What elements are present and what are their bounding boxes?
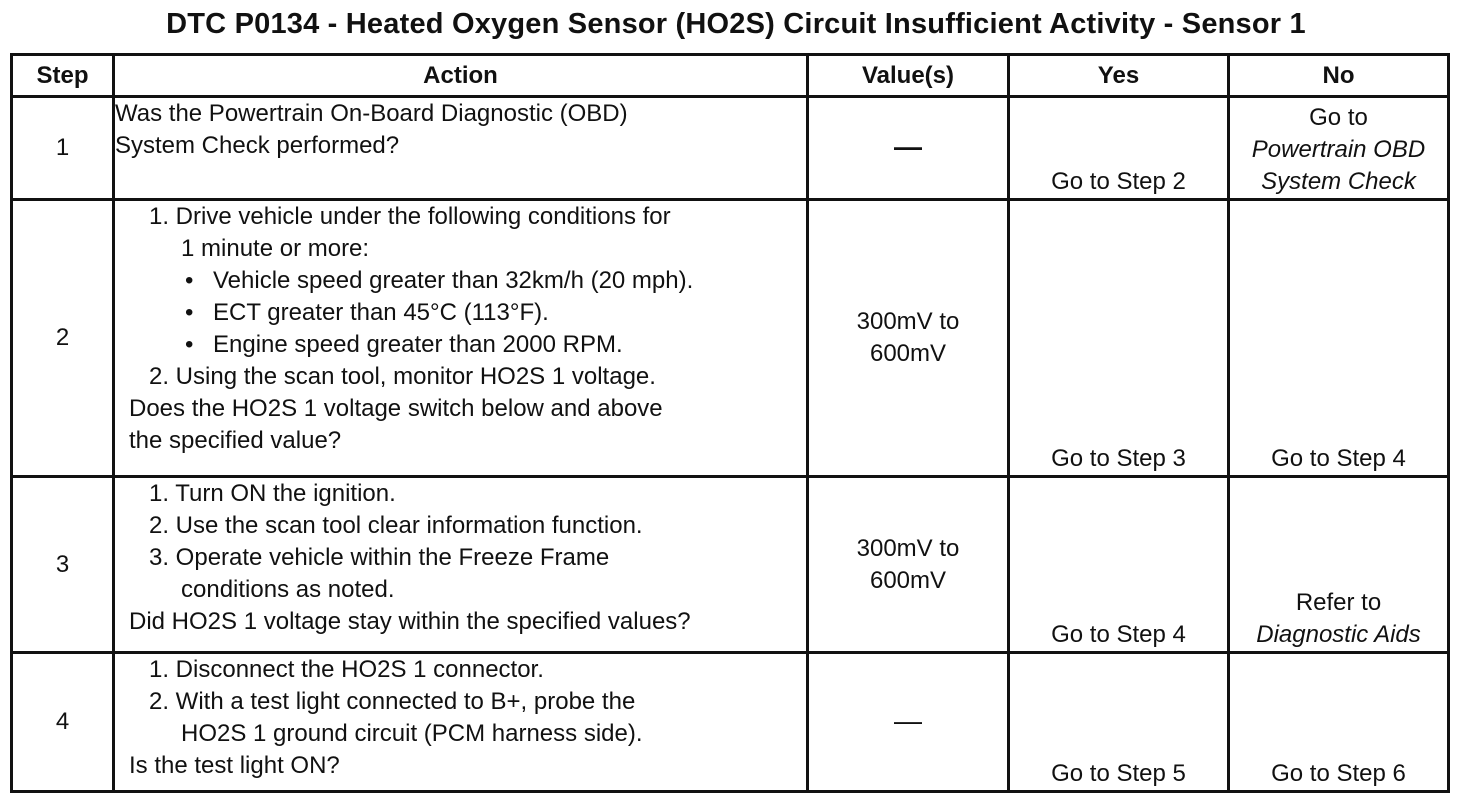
- step-number: 3: [12, 477, 114, 653]
- action-line: Was the Powertrain On-Board Diagnostic (OBD): [115, 100, 628, 127]
- action-line: System Check performed?: [115, 132, 400, 159]
- no-action-link: Powertrain OBD: [1251, 136, 1426, 163]
- no-cell: [1229, 653, 1449, 792]
- action-question: Did HO2S 1 voltage stay within the specified values?: [129, 608, 691, 635]
- bullet-icon: •: [185, 299, 194, 326]
- bullet-item: • Engine speed greater than 2000 RPM.: [129, 329, 806, 361]
- action-step: 1. Drive vehicle under the following conditions for: [149, 203, 671, 230]
- action-cell: [114, 653, 808, 792]
- yes-cell: [1009, 477, 1229, 653]
- no-action-line: Go to: [1309, 104, 1368, 131]
- yes-cell: [1009, 97, 1229, 200]
- step-number: 4: [12, 653, 114, 792]
- bullet-icon: •: [185, 267, 194, 294]
- action-step: 2. Using the scan tool, monitor HO2S 1 voltage.: [149, 363, 656, 390]
- table-header-row: [12, 55, 1449, 97]
- value-cell: [808, 477, 1009, 653]
- action-cell: [114, 200, 808, 477]
- no-action-link: System Check: [1261, 168, 1416, 195]
- action-step: 3. Operate vehicle within the Freeze Frame: [149, 544, 610, 571]
- action-step-cont: HO2S 1 ground circuit (PCM harness side).: [181, 720, 643, 747]
- no-action-link: Diagnostic Aids: [1256, 621, 1421, 648]
- no-cell: [1229, 97, 1449, 200]
- table-row: [12, 477, 1449, 653]
- no-cell: [1229, 477, 1449, 653]
- header-step: Step: [12, 55, 114, 97]
- action-step-cont: conditions as noted.: [181, 576, 395, 603]
- step-number: 2: [12, 200, 114, 477]
- table-row: [12, 200, 1449, 477]
- yes-cell: [1009, 653, 1229, 792]
- header-no: No: [1229, 55, 1449, 97]
- value-dash: —: [894, 705, 922, 736]
- table-row: [12, 653, 1449, 792]
- yes-action: Go to Step 3: [1051, 445, 1186, 472]
- action-step-cont: 1 minute or more:: [181, 235, 370, 262]
- action-step: 2. Use the scan tool clear information function.: [149, 512, 643, 539]
- value-text: 300mV to: [856, 308, 960, 335]
- action-cell: [114, 477, 808, 653]
- action-question: Is the test light ON?: [129, 752, 340, 779]
- yes-cell: [1009, 200, 1229, 477]
- action-cell: [114, 97, 808, 200]
- value-text: 300mV to: [856, 534, 960, 562]
- header-yes: Yes: [1009, 55, 1229, 97]
- no-action: Go to Step 4: [1271, 445, 1406, 472]
- action-step: 2. With a test light connected to B+, probe the: [149, 688, 636, 715]
- value-cell: [808, 200, 1009, 477]
- yes-action: Go to Step 5: [1051, 760, 1186, 787]
- no-cell: [1229, 200, 1449, 477]
- no-action-line: Refer to: [1295, 589, 1382, 616]
- step-number: 1: [12, 97, 114, 200]
- action-step: 1. Disconnect the HO2S 1 connector.: [149, 656, 544, 683]
- header-action: Action: [114, 55, 808, 97]
- action-question: the specified value?: [129, 427, 342, 454]
- header-values: Value(s): [808, 55, 1009, 97]
- value-cell: [808, 653, 1009, 792]
- value-text: 600mV: [869, 340, 947, 367]
- table-row: [12, 97, 1449, 200]
- bullet-item: • ECT greater than 45°C (113°F).: [129, 297, 806, 329]
- yes-action: Go to Step 2: [1051, 168, 1186, 195]
- value-dash: —: [894, 131, 922, 162]
- no-action: Go to Step 6: [1271, 760, 1406, 787]
- bullet-item: • Vehicle speed greater than 32km/h (20 mph).: [129, 265, 806, 297]
- action-step: 1. Turn ON the ignition.: [149, 480, 396, 507]
- action-question: Does the HO2S 1 voltage switch below and above: [129, 395, 663, 422]
- bullet-icon: •: [185, 331, 194, 358]
- page-title: DTC P0134 - Heated Oxygen Sensor (HO2S) Circuit Insufficient Activity - Sensor 1: [166, 8, 1306, 40]
- yes-action: Go to Step 4: [1051, 621, 1186, 648]
- value-text: 600mV: [869, 566, 947, 594]
- dtc-diagnostic-table: [10, 53, 1450, 793]
- value-cell: [808, 97, 1009, 200]
